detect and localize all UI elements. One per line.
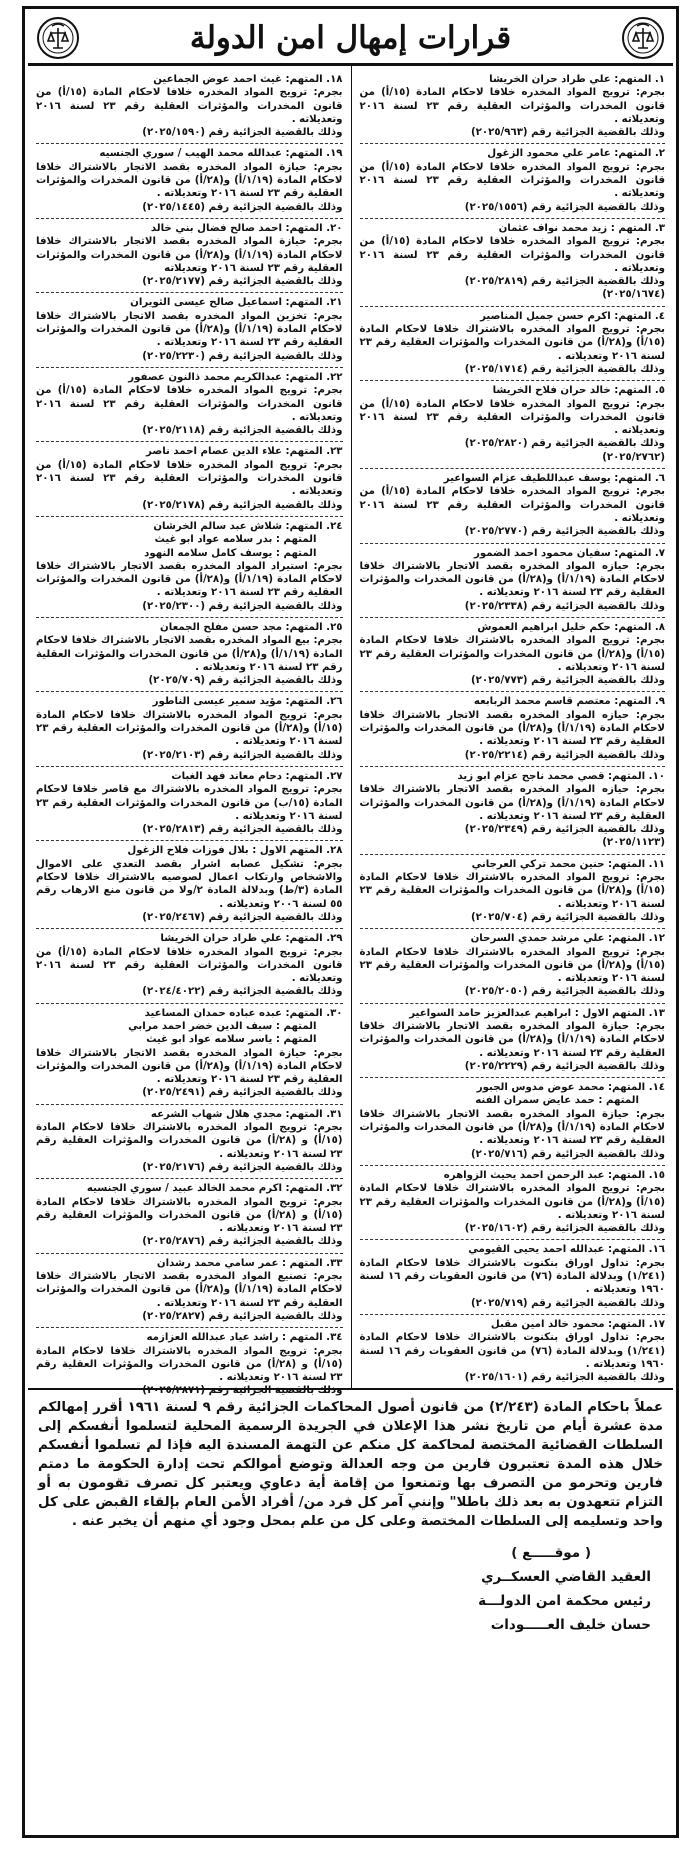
- page-title: قرارات إمهال امن الدولة: [189, 19, 512, 56]
- defendant-name: ٦. المتهم: يوسف عبداللطيف عزام السواعير: [443, 473, 665, 485]
- case-number: وذلك بالقضية الجزائية رقم (٢٠٢٥/١٤٤٥): [142, 201, 343, 213]
- signatory-name: حسان خليف العـــــودات: [490, 1617, 651, 1633]
- defendant-name: ٢٤. المتهم: شلاش عبد سالم الخرشان: [153, 520, 343, 532]
- case-number: وذلك بالقضية الجزائية رقم (٢٠٢٥/١٦٠١): [464, 1372, 665, 1384]
- charge-text: بجرم: حيازه المواد المخدره بقصد الاتجار بالاشتراك خلافا لاحكام المادة (١/١٩/أ) و(٢٨/أ) من قانون المخدرات والمؤثرات العقلية رقم ٢٣ لسنة ٢٠١٦ وتعديلاته .: [359, 709, 665, 748]
- decision-entry: [360, 307, 666, 381]
- decision-entry: [36, 293, 343, 367]
- defendant-name: ١١. المتهم: حنين محمد تركي العرجاني: [471, 858, 665, 870]
- defendant-name: ٢. المتهم: عامر علي محمود الزغول: [487, 148, 665, 160]
- decision-entry: [360, 767, 666, 855]
- decisions-column-left: [28, 66, 351, 1397]
- case-number: وذلك بالقضية الجزائية رقم (٢٠٢٥/٧٧٣): [471, 675, 665, 687]
- defendant-name: ٢٧. المتهم: دحام معاند فهد الغبات: [171, 770, 343, 782]
- decision-entry: [360, 544, 666, 618]
- defendant-name: ١٢. المتهم: علي مرشد حمدي السرحان: [470, 933, 665, 945]
- decisions-column-right: [351, 66, 674, 1388]
- case-number: (٢٠٢٥/١٦٧٤): [602, 289, 665, 301]
- signature-stamp: ( موقـــــع ): [511, 1545, 591, 1561]
- charge-text: بجرم: ترويج المواد المخدره بالاشتراك خلافا لاحكام المادة (١٥/أ) و(٢٨/أ) من قانون المخدرات والمؤثرات العقلية رقم ٢٣ لسنة ٢٠١٦ وتعديلاته .: [359, 946, 665, 985]
- decision-entry: [36, 1004, 343, 1105]
- decision-entry: [360, 929, 666, 1003]
- decision-entry: [36, 442, 343, 516]
- charge-text: بجرم: ترويج المواد المخدره خلافا لاحكام المادة (١٥/أ) من قانون المخدرات والمؤثرات العقلية رقم ٢٣ لسنة ٢٠١٦ وتعديلاته .: [36, 946, 343, 985]
- decision-entry: [360, 1078, 666, 1166]
- defendant-name: ٩. المتهم: معتصم قاسم محمد الربابعه: [473, 696, 665, 708]
- case-number: وذلك بالقضية الجزائية رقم (٢٠٢٥/٩٦٣): [471, 127, 665, 139]
- defendant-name: ١. المتهم: علي طراد حران الخريشا: [489, 74, 665, 85]
- charge-text: بجرم: ترويج المواد المخدره بالاشتراك خلافا لاحكام المادة (١٥/أ) و(٢٨/أ) من قانون المخدرات والمؤثرات العقلية رقم ٢٣ لسنة ٢٠١٦ وتعديلاته .: [359, 872, 665, 910]
- charge-text: بجرم: حيازة المواد المخدره بقصد الاتجار بالاشتراك خلافا لاحكام المادة (١/١٩/أ) و(٢٨/أ) من قانون المخدرات والمؤثرات العقلية رقم ٢٣ لسنة ٢٠١٦ وتعديلاته .: [359, 1108, 665, 1147]
- defendant-name: ١٨. المتهم: غيث احمد عوض الجماعين: [153, 74, 343, 85]
- decision-entry: [36, 929, 343, 1003]
- defendant-name: ٣٠. المتهم: عبده عباده حمدان المساعيد: [144, 1007, 343, 1019]
- signatory-rank: العقيد القاضي العسكــري: [481, 1569, 651, 1585]
- charge-text: بجرم: ترويج المواد المخدره خلافا لاحكام المادة (١٥/أ) من قانون المخدرات والمؤثرات العقلية رقم ٢٣ لسنة ٢٠١٦ وتعديلاته .: [359, 486, 665, 524]
- charge-text: بجرم: حيازة المواد المخدره بقصد الاتجار بالاشتراك خلافا لاحكام المادة (١/١٩/أ) و(٢٨/أ) من قانون المخدرات والمؤثرات العقلية رقم ٢٣ لسنة ٢٠١٦ وتعديلاته: [36, 236, 343, 274]
- defendant-name: ٥. المتهم: خالد حران فلاح الخريشا: [492, 385, 665, 397]
- defendant-name: ٨. المتهم: حكم خليل ابراهيم العموش: [477, 621, 665, 633]
- defendant-name: ٢٠. المتهم: احمد صالح فضال بني خالد: [150, 222, 343, 234]
- case-number: وذلك بالقضية الجزائية رقم (٢٠٢٥/١٥٩٠): [142, 127, 343, 139]
- co-defendant-name: المتهم : سيف الدين خضر احمد مرابي: [128, 1021, 317, 1032]
- defendant-name: ٣١. المتهم: مجدي هلال شهاب الشرعه: [150, 1108, 343, 1120]
- charge-text: بجرم: حيازه المواد المخدره بقصد الاتجار بالاشتراك خلافا لاحكام المادة (١/١٩/أ) و(٢٨/أ) من قانون المخدرات والمؤثرات العقلية رقم ٢٣ لسنة ٢٠١٦ وتعديلاته .: [359, 560, 665, 599]
- defendant-name: ١٦. المتهم: عبدالله احمد يحيى القيومي: [468, 1244, 665, 1256]
- charge-text: بجرم: تداول اوراق بنكنوت بالاشتراك خلافا لاحكام المادة (١/٢٤١) وبدلالة المادة (٧٦) من قانون العقوبات رقم ١٦ لسنة ١٩٦٠ وتعديلاته .: [359, 1257, 665, 1296]
- case-number: وذلك بالقضية الجزائية رقم (٢٠٢٥/٢٧٧٠): [464, 526, 665, 538]
- co-defendant-name: المتهم : ياسر سلامه عواد ابو غيث: [146, 1034, 317, 1046]
- charge-text: بجرم: ترويج المواد المخدره بالاشتراك خلافا لاحكام المادة (١٥/أ) و(٢٨/أ) من قانون المخدرات والمؤثرات العقلية رقم ٢٣ لسنة ٢٠١٦ وتعديلاته .: [36, 709, 343, 748]
- decision-entry: [360, 618, 666, 692]
- co-defendant-name: المتهم : بدر سلامه عواد ابو غيث: [154, 534, 317, 546]
- charge-text: بجرم: ترويج المواد المخدره بالاشتراك خلافا لاحكام المادة (١٥/أ) و(٢٨/أ) من قانون المخدرات والمؤثرات العقلية رقم ٢٣ لسنة ٢٠١٦ وتعديلاته .: [359, 324, 665, 362]
- case-number: وذلك بالقضية الجزائية رقم (٢٠٢٥/١٦٠٢): [464, 1223, 665, 1235]
- defendant-name: ٧. المتهم: سفيان محمود احمد الضمور: [473, 547, 665, 559]
- defendant-name: ١٥. المتهم: عبد الرحمن احمد يحيث الزواهره: [443, 1169, 665, 1181]
- charge-text: بجرم: ترويج المواد المخدره خلافا لاحكام المادة (١٥/أ) من قانون المخدرات والمؤثرات العقلية رقم ٢٣ لسنة ٢٠١٦ وتعديلاته .: [359, 236, 665, 274]
- defendant-name: ٢٩. المتهم: علي طراد حران الخريشا: [160, 933, 343, 945]
- decision-entry: [36, 841, 343, 929]
- charge-text: بجرم: ترويج المواد المخدره بالاشتراك خلافا لاحكام المادة (١٥/أ) و(٢٨/أ) من قانون المخدرات والمؤثرات العقلية رقم ٢٣ لسنة ٢٠١٦ وتعديلاته .: [359, 635, 665, 673]
- charge-text: بجرم: تداول اوراق بنكنوت بالاشتراك خلافا لاحكام المادة (١/٢٤١) وبدلالة المادة (٧٦) من قانون العقوبات رقم ١٦ لسنة ١٩٦٠ وتعديلاته .: [359, 1332, 665, 1370]
- defendant-name: ١٩. المتهم: عبدالله محمد الهيب / سوري الجنسيه: [99, 148, 343, 160]
- case-number: وذلك بالقضية الجزائية رقم (٢٠٢٥/٢١١٨): [142, 425, 343, 437]
- charge-text: بجرم: حيازة المواد المخدره بقصد الاتجار بالاشتراك خلافا لاحكام المادة (١/١٩/أ) و(٢٨/أ) من قانون المخدرات والمؤثرات العقلية رقم ٢٣ لسنة ٢٠١٦ وتعديلاته .: [36, 161, 343, 200]
- case-number: وذلك بالقضية الجزائية رقم (٢٠٢٥/٢٤٩١): [142, 1087, 343, 1099]
- case-number: (٢٠٢٥/١١٢٣): [602, 837, 665, 849]
- decision-entry: [360, 70, 666, 144]
- charge-text: بجرم: حيازة المواد المخدره بقصد الاتجار بالاشتراك خلافا لاحكام المادة (١/١٩/أ) و(٢٨/أ) من قانون المخدرات والمؤثرات العقلية رقم ٢٣ لسنة ٢٠١٦ وتعديلاته .: [36, 1047, 343, 1086]
- charge-text: بجرم: ترويج المواد المخدره خلافا لاحكام المادة (١٥/أ) من قانون المخدرات والمؤثرات العقلية رقم ٢٣ لسنة ٢٠١٦ وتعديلاته .: [36, 87, 343, 125]
- defendant-name: ٣٣. المتهم : عمر سامي محمد رشدان: [156, 1257, 343, 1269]
- decision-entry: [360, 855, 666, 929]
- case-number: وذلك بالقضية الجزائية رقم (٢٠٢٥/٧٠٩): [148, 675, 343, 687]
- decision-entry: [36, 144, 343, 218]
- signature-block: [28, 1531, 673, 1637]
- case-number: (٢٠٢٥/٢٧٦٢): [602, 451, 665, 463]
- decision-entry: [36, 767, 343, 841]
- charge-text: بجرم: ترويج المواد المخدره بالاشتراك خلافا لاحكام المادة (١٥/أ) و (٢٨/أ) من قانون المخدرات والمؤثرات العقلية رقم ٢٣ لسنة ٢٠١٦ وتعديلاته .: [36, 1122, 343, 1160]
- charge-text: بجرم: حيازة المواد المخدره بقصد الاتجار بالاشتراك خلافا لاحكام المادة (١/١٩/أ) و(٢٨/أ) من قانون المخدرات والمؤثرات العقلية رقم ٢٣ لسنة ٢٠١٦ وتعديلاته .: [359, 1021, 665, 1059]
- case-number: وذلك بالقضية الجزائية رقم (٢٠٢٥/٢٣٠٠): [142, 600, 343, 612]
- decision-entry: [36, 219, 343, 293]
- charge-text: بجرم: ترويج المواد المخدره بالاشتراك خلافا لاحكام المادة (١٥/أ) و(٢٨/أ) من قانون المخدرات والمؤثرات العقلية رقم ٢٣ لسنة ٢٠١٦ وتعديلاته .: [359, 1183, 665, 1221]
- decision-entry: [360, 144, 666, 218]
- case-number: وذلك بالقضية الجزائية رقم (٢٠٢٥/٢٢٣٠): [142, 350, 343, 362]
- case-number: وذلك بالقضية الجزائية رقم (٢٠٢٥/٢٨١٩): [464, 276, 665, 288]
- charge-text: بجرم: ترويج المواد المخدره خلافا لاحكام المادة (١٥/أ) من قانون المخدرات والمؤثرات العقلية رقم ٢٣ لسنة ٢٠١٦ وتعديلاته .: [359, 398, 665, 437]
- charge-text: بجرم: ترويج المواد المخدره خلافا لاحكام المادة (١٥/أ) من قانون المخدرات والمؤثرات العقلية رقم ٢٣ لسنة ٢٠١٦ وتعديلاته .: [36, 385, 343, 423]
- case-number: وذلك بالقضية الجزائية رقم (٢٠٢٥/٢١٧٦): [142, 1161, 343, 1173]
- case-number: وذلك بالقضية الجزائية رقم (٢٠٢٥/٢١٠٣): [142, 749, 343, 761]
- charge-text: بجرم: تصنيع المواد المخدره بقصد الاتجار بالاشتراك خلافا لاحكام المادة (١/١٩/أ) و(٢٨/أ) من قانون المخدرات والمؤثرات العقلية رقم ٢٣ لسنة ٢٠١٦ وتعديلاته .: [36, 1271, 343, 1309]
- charge-text: بجرم: ترويج المواد المخدره خلافا لاحكام المادة (١٥/أ) من قانون المخدرات والمؤثرات العقلية رقم ٢٣ لسنة ٢٠١٦ وتعديلاته .: [36, 459, 343, 498]
- defendant-name: ١٠. المتهم: قصي محمد ناجح عزام ابو زيد: [457, 770, 665, 782]
- decision-entry: [36, 368, 343, 442]
- case-number: وذلك بالقضية الجزائية رقم (٢٠٢٥/١٧١٤): [464, 363, 665, 375]
- defendant-name: ٢٦. المتهم: مؤيد سمير عيسى الناطور: [152, 696, 343, 708]
- case-number: وذلك بالقضية الجزائية رقم (٢٠٢٤/٤٠٢٢): [142, 986, 343, 998]
- closing-notice: عملاً باحكام المادة (٢/٢٤٣) من قانون أصول المحاكمات الجزائية رقم ٩ لسنة ١٩٦١ أقرر إمهالكم مدة عشرة أيام من تاريخ نشر هذا الإعلان في الجريدة الرسمية المحلية لتسلموا أنفسكم إلى السلطات القضائية المختصة لمحاكمة كل منكم عن التهمة المسندة اليه فإذا لم تسلموا أنفسكم خلال هذه المدة تعتبرون فارين من وجه العدالة وتوضع أموالكم تحت إدارة الحكومة ما دمتم فارين وتحرمو من التصرف بها وتمنعوا من إقامة أية دعاوي ويعتبر كل تصرف تقومون به أو التزام تتعهدون به بعد ذلك باطلا" وإنني آمر كل فرد من/ أفراد الأمن العام بإلقاء القبض على كل واحد وتسليمه إلى السلطات المختصة وعلى كل من علم بمحل وجود أي منهم أن يخبر عنه .: [38, 1400, 663, 1529]
- case-number: وذلك بالقضية الجزائية رقم (٢٠٢٥/٢٢٢٩): [464, 1060, 665, 1072]
- defendant-name: ١٣. المتهم الاول : ابراهيم عبدالعزيز حامد السواعير: [409, 1007, 665, 1019]
- charge-text: بجرم: حيازه المواد المخدره بقصد الاتجار بالاشتراك خلافا لاحكام المادة (١/١٩/أ) و(٢٨/أ) من قانون المخدرات والمؤثرات العقلية رقم ٢٣ لسنة ٢٠١٦ وتعديلاته .: [359, 784, 665, 822]
- state-security-court-emblem-icon: [621, 16, 665, 60]
- case-number: وذلك بالقضية الجزائية رقم (٢٠٢٥/٢٨٢٠): [464, 438, 665, 450]
- charge-text: بجرم: استيراد المواد المخدره بقصد الاتجار بالاشتراك خلافا لاحكام المادة (١/١٩/أ) و(٢٨/أ) من قانون المخدرات والمؤثرات العقلية رقم ٢٣ لسنة ٢٠١٦ وتعديلاته .: [36, 560, 343, 599]
- charge-text: بجرم: تخزين المواد المخدره بقصد الاتجار بالاشتراك خلافا لاحكام المادة (١/١٩/أ) و(٢٨/أ) من قانون المخدرات والمؤثرات العقلية رقم ٢٣ لسنة ٢٠١٦ وتعديلاته .: [36, 310, 343, 349]
- decision-entry: [360, 469, 666, 543]
- case-number: وذلك بالقضية الجزائية رقم (٢٠٢٥/٢٨٧١): [142, 1385, 343, 1397]
- defendant-name: ٢٣. المتهم: علاء الدين عصام احمد ناصر: [146, 446, 343, 458]
- charge-text: بجرم: تشكيل عصابه اشرار بقصد التعدي على الاموال والاشخاص وارتكاب اعمال لصوصيه بالاشتراك خلافا لاحكام المادة (٣/ط) وبدلالة المادة ٢/ولا من قانون منع الارهاب رقم ٥٥ لسنة ٢٠٠٦ وتعديلاته .: [36, 858, 343, 910]
- charge-text: بجرم: ترويج المواد المخدره بالاشتراك خلافا لاحكام المادة (١٥/أ) و (٢٨/أ) من قانون المخدرات والمؤثرات العقلية رقم ٢٣ لسنة ٢٠١٦ وتعديلاته .: [36, 1196, 343, 1235]
- defendant-name: ٢٢. المتهم: عبدالكريم محمد ذالنون عصفور: [128, 371, 343, 383]
- decision-entry: [36, 692, 343, 766]
- defendant-name: ١٤. المتهم: محمد عوض مدوس الجبور: [476, 1082, 665, 1094]
- decision-entry: [360, 692, 666, 766]
- case-number: وذلك بالقضية الجزائية رقم (٢٠٢٥/٢٣٤٩): [464, 824, 665, 836]
- decision-entry: [360, 1315, 666, 1388]
- announcement-page: [22, 6, 679, 1838]
- co-defendant-name: المتهم : يوسف كامل سلامه النهود: [144, 547, 317, 559]
- case-number: وذلك بالقضية الجزائية رقم (٢٠٢٥/٧٠٤): [471, 911, 665, 923]
- defendant-name: ٣. المتهم : زيد محمد نواف عثمان: [498, 222, 665, 234]
- case-number: وذلك بالقضية الجزائية رقم (٢٠٢٥/٧١٩): [471, 1297, 665, 1309]
- charge-text: بجرم: بيع المواد المخدره بقصد الاتجار بالاشتراك خلافا لاحكام المادة (١/١٩/أ) و(٢٨/أ) من قانون المخدرات والمؤثرات العقلية رقم ٢٣ لسنة ٢٠١٦ وتعديلاته .: [36, 635, 343, 673]
- co-defendant-name: المتهم : حمد عايض سمران الفنه: [475, 1095, 639, 1107]
- decision-entry: [360, 219, 666, 307]
- case-number: وذلك بالقضية الجزائية رقم (٢٠٢٥/١٥٥٦): [464, 201, 665, 213]
- decision-entry: [36, 70, 343, 144]
- case-number: وذلك بالقضية الجزائية رقم (٢٠٢٥/٢٨٢٧): [142, 1310, 343, 1322]
- case-number: وذلك بالقضية الجزائية رقم (٢٠٢٥/٢٨٧٦): [142, 1236, 343, 1248]
- case-number: وذلك بالقضية الجزائية رقم (٢٠٢٥/٢٣٣٨): [464, 600, 665, 612]
- decision-entry: [360, 1004, 666, 1078]
- page-header: [28, 12, 673, 66]
- defendant-name: ٣٢. المتهم: اكرم محمد الخالد عبيد / سوري الجنسيه: [86, 1183, 343, 1195]
- charge-text: بجرم: ترويج المواد المخدره خلافا لاحكام المادة (١٥/أ) من قانون المخدرات والمؤثرات العقلية رقم ٢٣ لسنة ٢٠١٦ وتعديلاته .: [359, 87, 665, 125]
- defendant-name: ٤. المتهم: اكرم حسن جميل المناصير: [480, 310, 665, 322]
- decision-entry: [36, 517, 343, 618]
- decision-entry: [36, 1254, 343, 1328]
- decision-entry: [36, 1105, 343, 1179]
- defendant-name: ٢١. المتهم: اسماعيل صالح عيسى الثويران: [130, 297, 343, 309]
- decision-entry: [360, 381, 666, 469]
- case-number: وذلك بالقضية الجزائية رقم (٢٠٢٥/٢٨١٣): [142, 824, 343, 836]
- state-security-court-emblem-icon: [36, 16, 80, 60]
- defendant-name: ٢٥. المتهم: مجد حسن مفلح الجمعان: [160, 621, 343, 633]
- case-number: وذلك بالقضية الجزائية رقم (٢٠٢٥/٢١٧٨): [142, 499, 343, 511]
- signatory-position: رئيس محكمة امن الدولـــة: [478, 1593, 651, 1609]
- case-number: وذلك بالقضية الجزائية رقم (٢٠٢٥/٢٤٦٧): [142, 911, 343, 923]
- defendant-name: ٣٤. المتهم : راشد عياد عبدالله العزازمه: [146, 1332, 343, 1344]
- decision-entry: [360, 1166, 666, 1240]
- charge-text: بجرم: ترويج المواد المخدره خلافا لاحكام المادة (١٥/أ) من قانون المخدرات والمؤثرات العقلية رقم ٢٣ لسنة ٢٠١٦ وتعديلاته .: [359, 161, 665, 200]
- decisions-columns: [28, 66, 673, 1397]
- case-number: وذلك بالقضية الجزائية رقم (٢٠٢٥/٧١٦): [471, 1148, 665, 1160]
- case-number: وذلك بالقضية الجزائية رقم (٢٠٢٥/٢٠٥٠): [464, 986, 665, 998]
- charge-text: بجرم: ترويج المواد المخدره بالاشتراك مع قاصر خلافا لاحكام المادة (١٥/ب) من قانون المخدرات والمؤثرات العقلية رقم ٢٣ لسنة ٢٠١٦ وتعديلاته .: [36, 784, 343, 822]
- decision-entry: [36, 1179, 343, 1253]
- defendant-name: ٢٨. المتهم الاول : بلال فوزات فلاح الزغول: [127, 845, 343, 857]
- decision-entry: [360, 1240, 666, 1314]
- decision-entry: [36, 618, 343, 692]
- charge-text: بجرم: ترويج المواد المخدره بالاشتراك خلافا لاحكام المادة (١٥/أ) و (٢٨/أ) من قانون المخدرات والمؤثرات العقلية رقم ٢٣ لسنة ٢٠١٦ وتعديلاته .: [36, 1345, 343, 1384]
- defendant-name: ١٧. المتهم: محمود خالد امين مقبل: [490, 1318, 665, 1330]
- decision-entry: [36, 1328, 343, 1401]
- case-number: وذلك بالقضية الجزائية رقم (٢٠٢٥/٢٢١٤): [464, 749, 665, 761]
- case-number: وذلك بالقضية الجزائية رقم (٢٠٢٥/٢١٧٧): [142, 276, 343, 288]
